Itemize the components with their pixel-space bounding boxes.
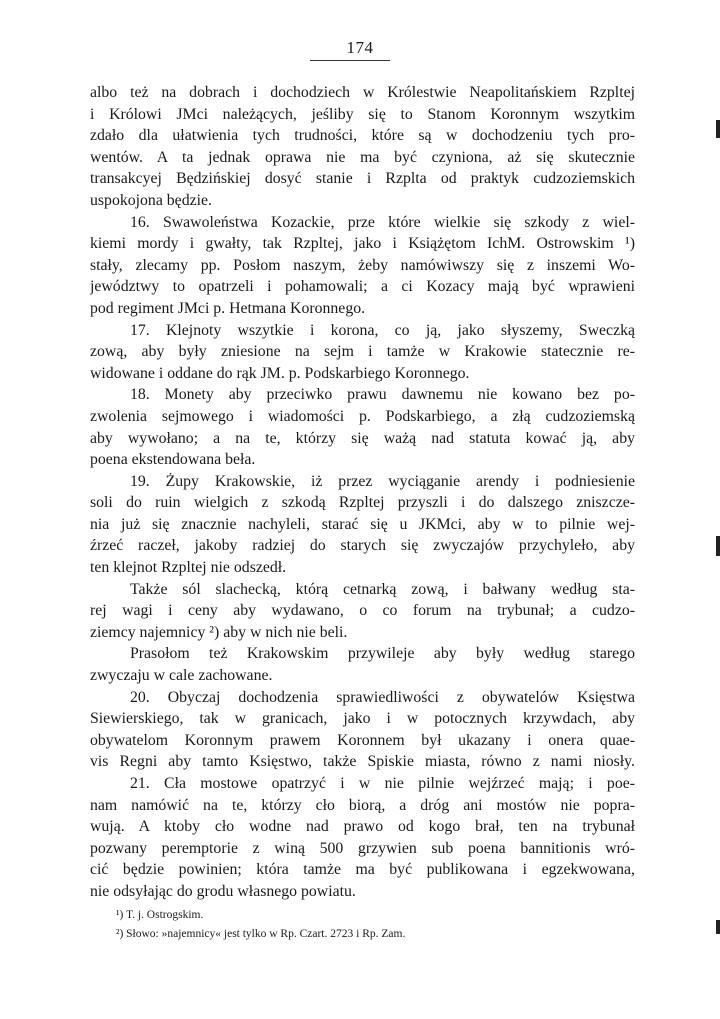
text-line: nia już się znacznie nachyleli, starać się u JKMci, aby w to pilnie wej- <box>90 515 635 533</box>
scan-edge-mark <box>716 120 720 138</box>
text-line: wentów. A ta jednak oprawa nie ma być czyniona, aż się skutecznie <box>90 148 635 166</box>
paragraph-start: 18. Monety aby przeciwko prawu dawnemu nie kowano bez po- <box>130 386 635 404</box>
paragraph-start: 21. Cła mostowe opatrzyć i w nie pilnie wejźrzeć mają; i poe- <box>130 775 635 792</box>
text-line: obywatelom Koronnym prawem Koronnem był ukazany i onera quae- <box>90 731 635 749</box>
text-line: rej wagi i ceny aby wydawano, o co forum na trybunał; a cudzo- <box>90 602 635 620</box>
text-line: vis Regni aby tamto Księstwo, także Spiskie miasta, równo z nami niosły. <box>90 753 635 771</box>
text-line: aby wywołano; a na te, którzy się ważą nad statuta kować ją, aby <box>90 429 635 447</box>
paragraph-start: Prasołom też Krakowskim przywileje aby były według starego <box>130 645 635 663</box>
text-line: zdało dla ułatwienia tych trudności, które są w dochodzeniu tych pro- <box>90 127 635 145</box>
text-line: źrzeć raczeł, jakoby radziej do starych się zwyczajów przychyleło, aby <box>90 537 635 555</box>
text-line: zwolenia sejmowego i wiadomości p. Podskarbiego, a złą cudzoziemską <box>90 407 635 425</box>
paragraph-start: Także sól slachecką, którą cetnarką zową, i bałwany według sta- <box>130 580 635 598</box>
text-line: albo też na dobrach i dochodziech w Królestwie Neapolitańskiem Rzpltej <box>90 84 635 101</box>
text-line: pod regiment JMci p. Hetmana Koronnego. <box>90 299 366 317</box>
footnotes <box>116 906 636 944</box>
text-line: wują. A ktoby cło wodne nad prawo od kogo brał, ten na trybunał <box>90 818 635 836</box>
text-line: stały, zlecamy pp. Posłom naszym, żeby namówiwszy się z inszemi Wo- <box>90 256 635 274</box>
footnote: ²) Słowo: »najemnicy« jest tylko w Rp. Czart. 2723 i Rp. Zam. <box>116 928 406 940</box>
scan-edge-mark <box>716 536 720 556</box>
text-line: ten klejnot Rzpltej nie odszedł. <box>90 559 287 577</box>
text-line: uspokojona będzie. <box>90 191 212 209</box>
text-line: Siewierskiego, tak w granicach, jako i w potocznych krzywdach, aby <box>90 710 635 728</box>
text-line: nam namówić na te, którzy cło biorą, a dróg ani mostów nie popra- <box>90 796 635 814</box>
text-line: cić będzie powinien; która tamże ma być publikowana i egzekwowana, <box>90 861 635 879</box>
text-line: i Królowi JMci należących, jeśliby się to Stanom Koronnym wszytkim <box>90 105 635 123</box>
text-line: nie odsyłając do grodu własnego powiatu. <box>90 882 356 900</box>
text-line: jewództwy to opatrzeli i pohamowali; a ci Kozacy mają być wprawieni <box>90 278 635 296</box>
page-number: 174 <box>346 38 374 57</box>
paragraph-start: 20. Obyczaj dochodzenia sprawiedliwości z obywatelów Księstwa <box>130 688 635 706</box>
text-line: zwyczaju w cale zachowane. <box>90 667 273 685</box>
paragraph-start: 19. Żupy Krakowskie, iż przez wyciąganie arendy i podniesienie <box>130 472 635 490</box>
text-line: kiemi mordy i gwałty, tak Rzpltej, jako i Książętom IchM. Ostrowskim ¹) <box>90 235 635 253</box>
scan-edge-mark <box>716 920 720 934</box>
text-line: transakcyej Będzińskiej dosyć stanie i Rzplta od praktyk cudzoziemskich <box>90 170 635 188</box>
body-text <box>90 82 635 903</box>
paragraph-start: 17. Klejnoty wszytkie i korona, co ją, jako słyszemy, Sweczką <box>130 321 635 339</box>
text-line: pozwany peremptorie z winą 500 grzywien sub poena bannitionis wró- <box>90 839 635 857</box>
text-line: ziemcy najemnicy ²) aby w nich nie beli. <box>90 623 348 641</box>
text-line: soli do ruin wielgich z szkodą Rzpltej przyszli i do dalszego zniszcze- <box>90 494 635 512</box>
paragraph-start: 16. Swawoleństwa Kozackie, prze które wielkie się szkody z wiel- <box>130 213 635 231</box>
footnote: ¹) T. j. Ostrogskim. <box>116 909 204 921</box>
text-line: poena ekstendowana beła. <box>90 451 256 469</box>
text-line: widowane i oddane do rąk JM. p. Podskarbiego Koronnego. <box>90 364 470 382</box>
text-line: zową, aby były zniesione na sejm i tamże w Krakowie statecznie re- <box>90 343 635 361</box>
page-number-rule <box>310 60 390 61</box>
